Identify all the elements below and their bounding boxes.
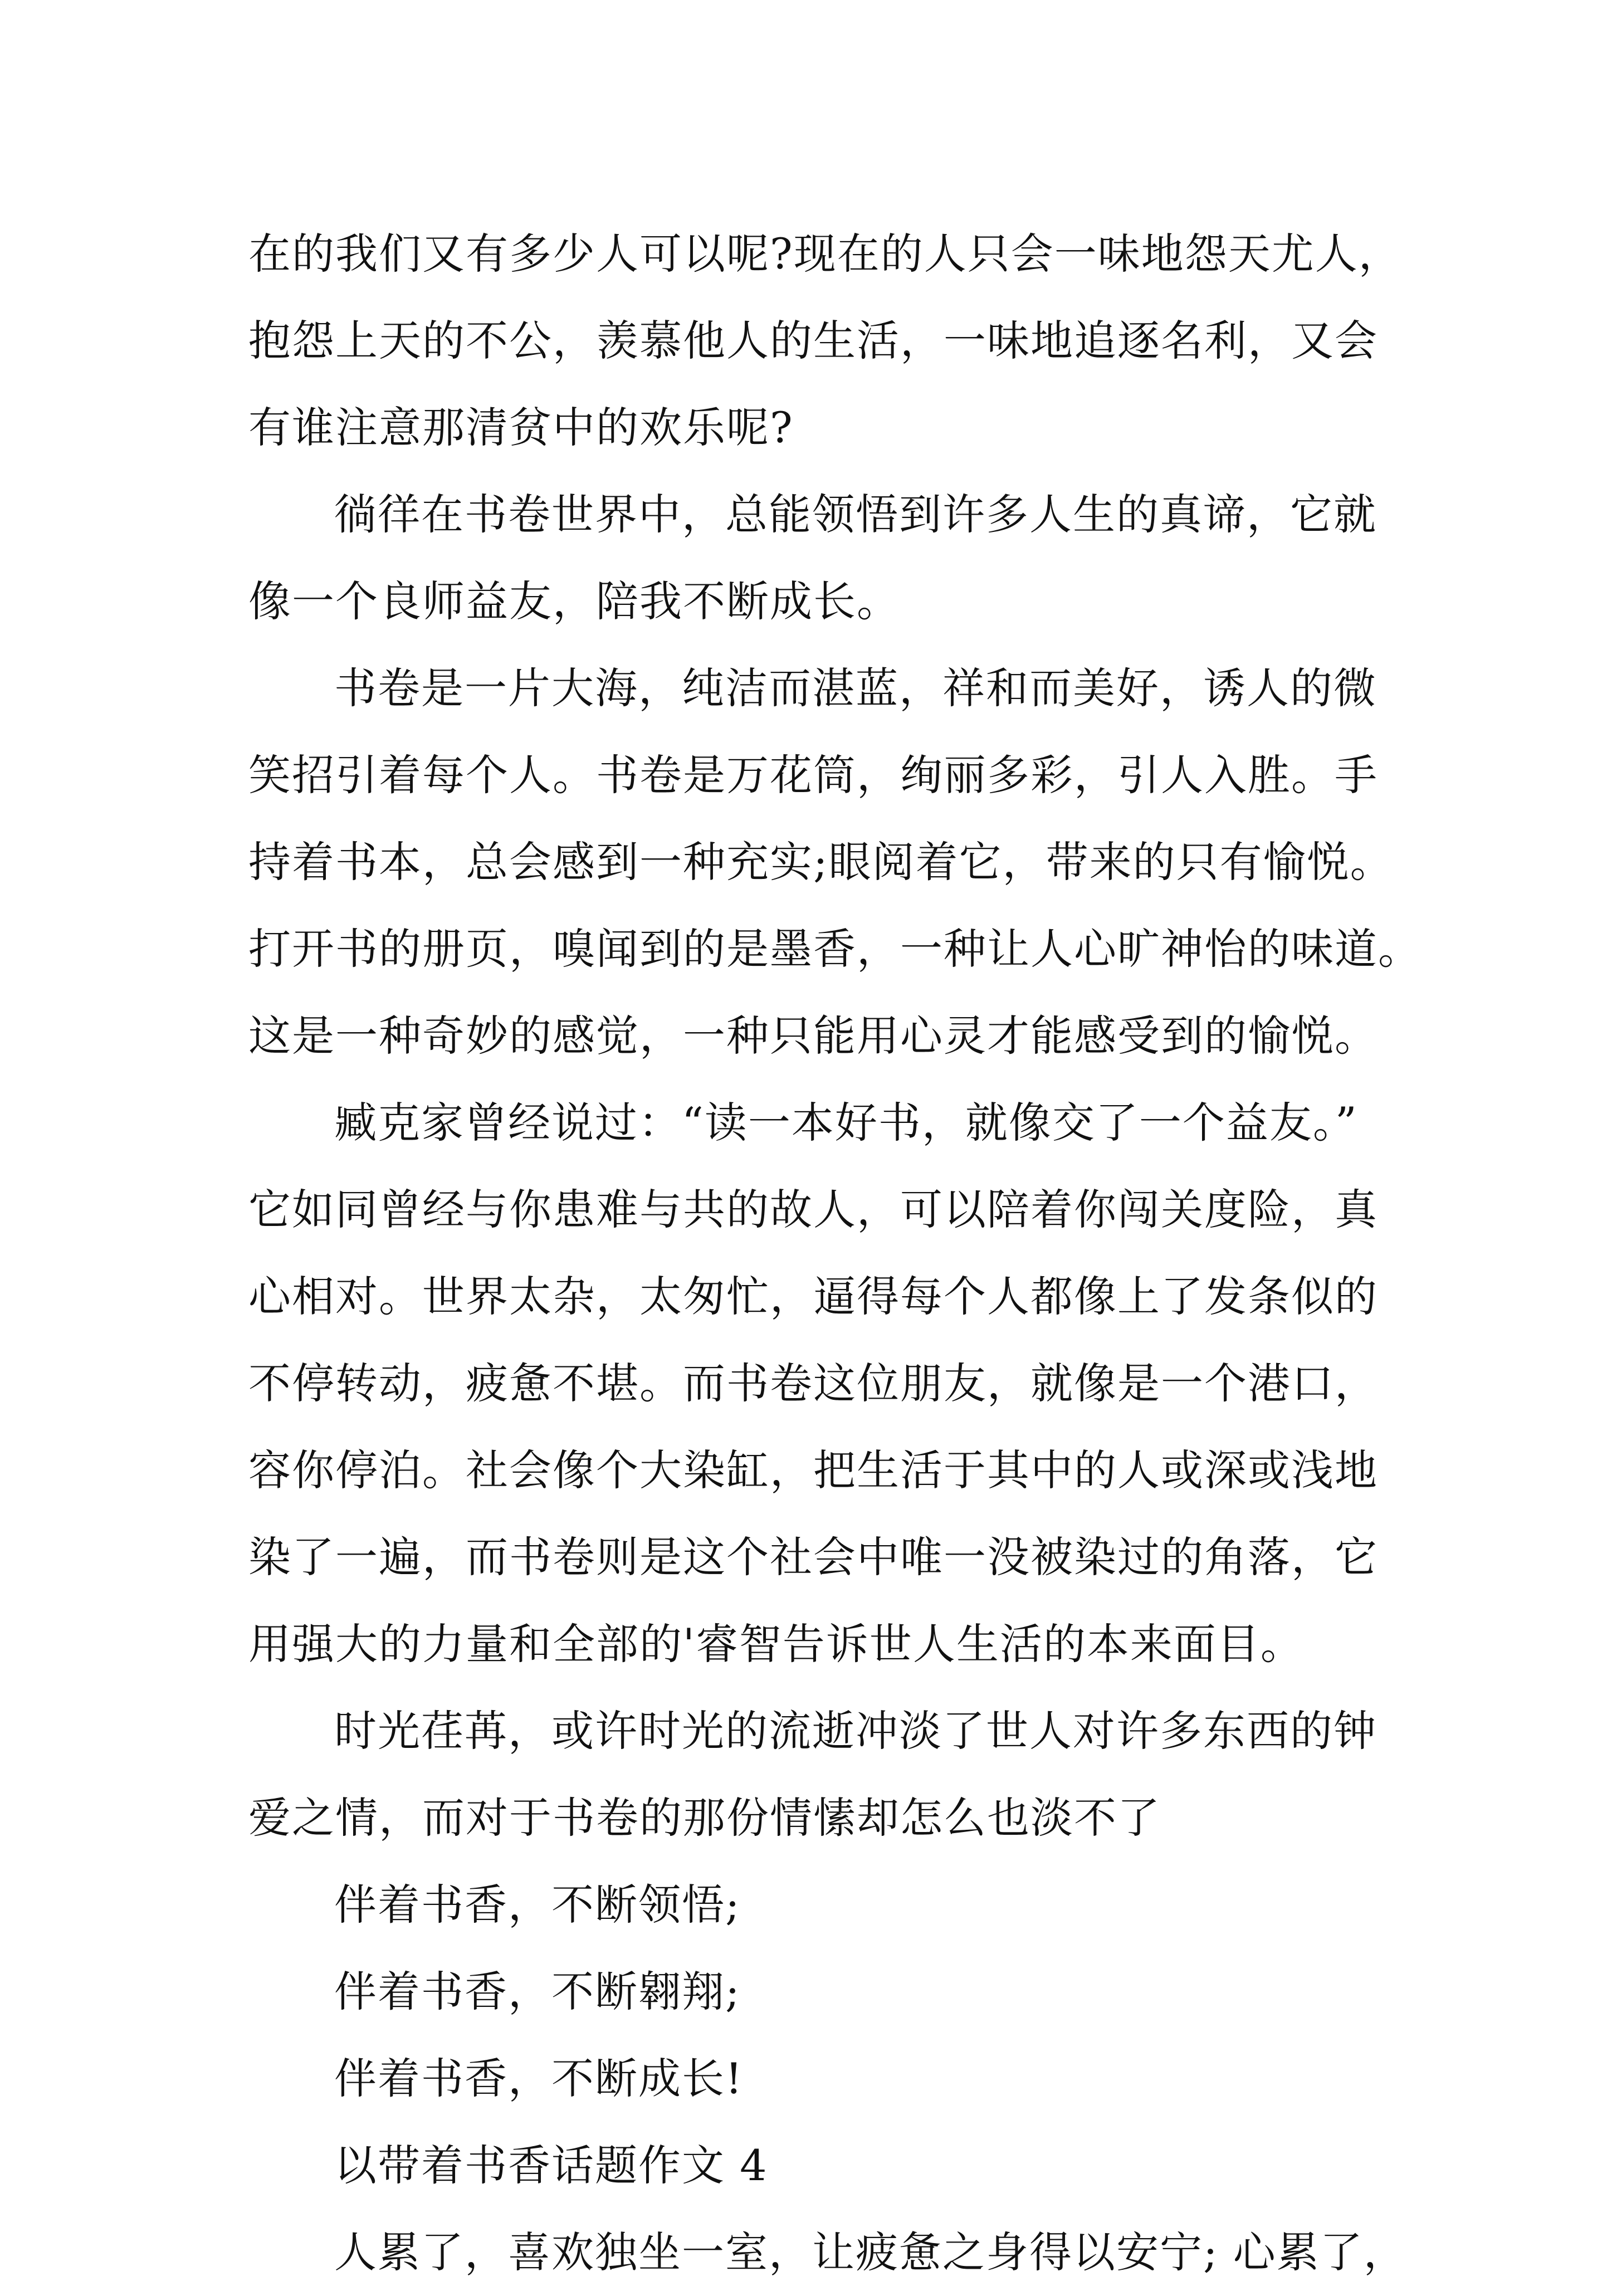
text-line: 臧克家曾经说过：“读一本好书，就像交了一个益友。” — [334, 1098, 1358, 1147]
text-line: 在的我们又有多少人可以呢?现在的人只会一味地怨天尤人， — [248, 229, 1402, 279]
text-line: 用强大的力量和全部的'睿智告诉世人生活的本来面目。 — [248, 1619, 1304, 1669]
body-text — [248, 211, 1422, 2296]
text-line: 这是一种奇妙的感觉，一种只能用心灵才能感受到的愉悦。 — [248, 1011, 1378, 1061]
text-line: 打开书的册页，嗅闻到的是墨香，一种让人心旷神怡的味道。 — [248, 924, 1422, 974]
text-line: 爱之情，而对于书卷的那份情愫却怎么也淡不了 — [248, 1793, 1161, 1843]
text-line: 伴着书香，不断领悟; — [334, 1880, 741, 1929]
text-line: 书卷是一片大海，纯洁而湛蓝，祥和而美好，诱人的微 — [334, 663, 1377, 713]
text-line: 心相对。世界太杂，太匆忙，逼得每个人都像上了发条似的 — [248, 1272, 1378, 1321]
text-line: 不停转动，疲惫不堪。而书卷这位朋友，就像是一个港口， — [248, 1359, 1378, 1408]
section-heading: 以带着书香话题作文 4 — [334, 2141, 768, 2190]
text-line: 伴着书香，不断翱翔; — [334, 1967, 741, 2016]
text-line: 笑招引着每个人。书卷是万花筒，绚丽多彩，引人入胜。手 — [248, 750, 1378, 800]
text-line: 有谁注意那清贫中的欢乐呢? — [248, 403, 794, 452]
text-line: 持着书本，总会感到一种充实;眼阅着它，带来的只有愉悦。 — [248, 837, 1394, 887]
text-line: 伴着书香，不断成长! — [334, 2054, 744, 2103]
text-line: 人累了，喜欢独坐一室，让疲惫之身得以安宁; 心累了， — [334, 2227, 1407, 2277]
text-line: 容你停泊。社会像个大染缸，把生活于其中的人或深或浅地 — [248, 1445, 1378, 1495]
text-line: 徜徉在书卷世界中，总能领悟到许多人生的真谛，它就 — [334, 490, 1377, 539]
text-line: 时光荏苒，或许时光的流逝冲淡了世人对许多东西的钟 — [334, 1706, 1377, 1756]
text-line: 染了一遍，而书卷则是这个社会中唯一没被染过的角落，它 — [248, 1532, 1378, 1582]
text-line: 像一个良师益友，陪我不断成长。 — [248, 577, 900, 626]
text-line: 抱怨上天的不公，羡慕他人的生活，一味地追逐名利，又会 — [248, 316, 1378, 365]
text-line: 它如同曾经与你患难与共的故人，可以陪着你闯关度险，真 — [248, 1185, 1378, 1234]
